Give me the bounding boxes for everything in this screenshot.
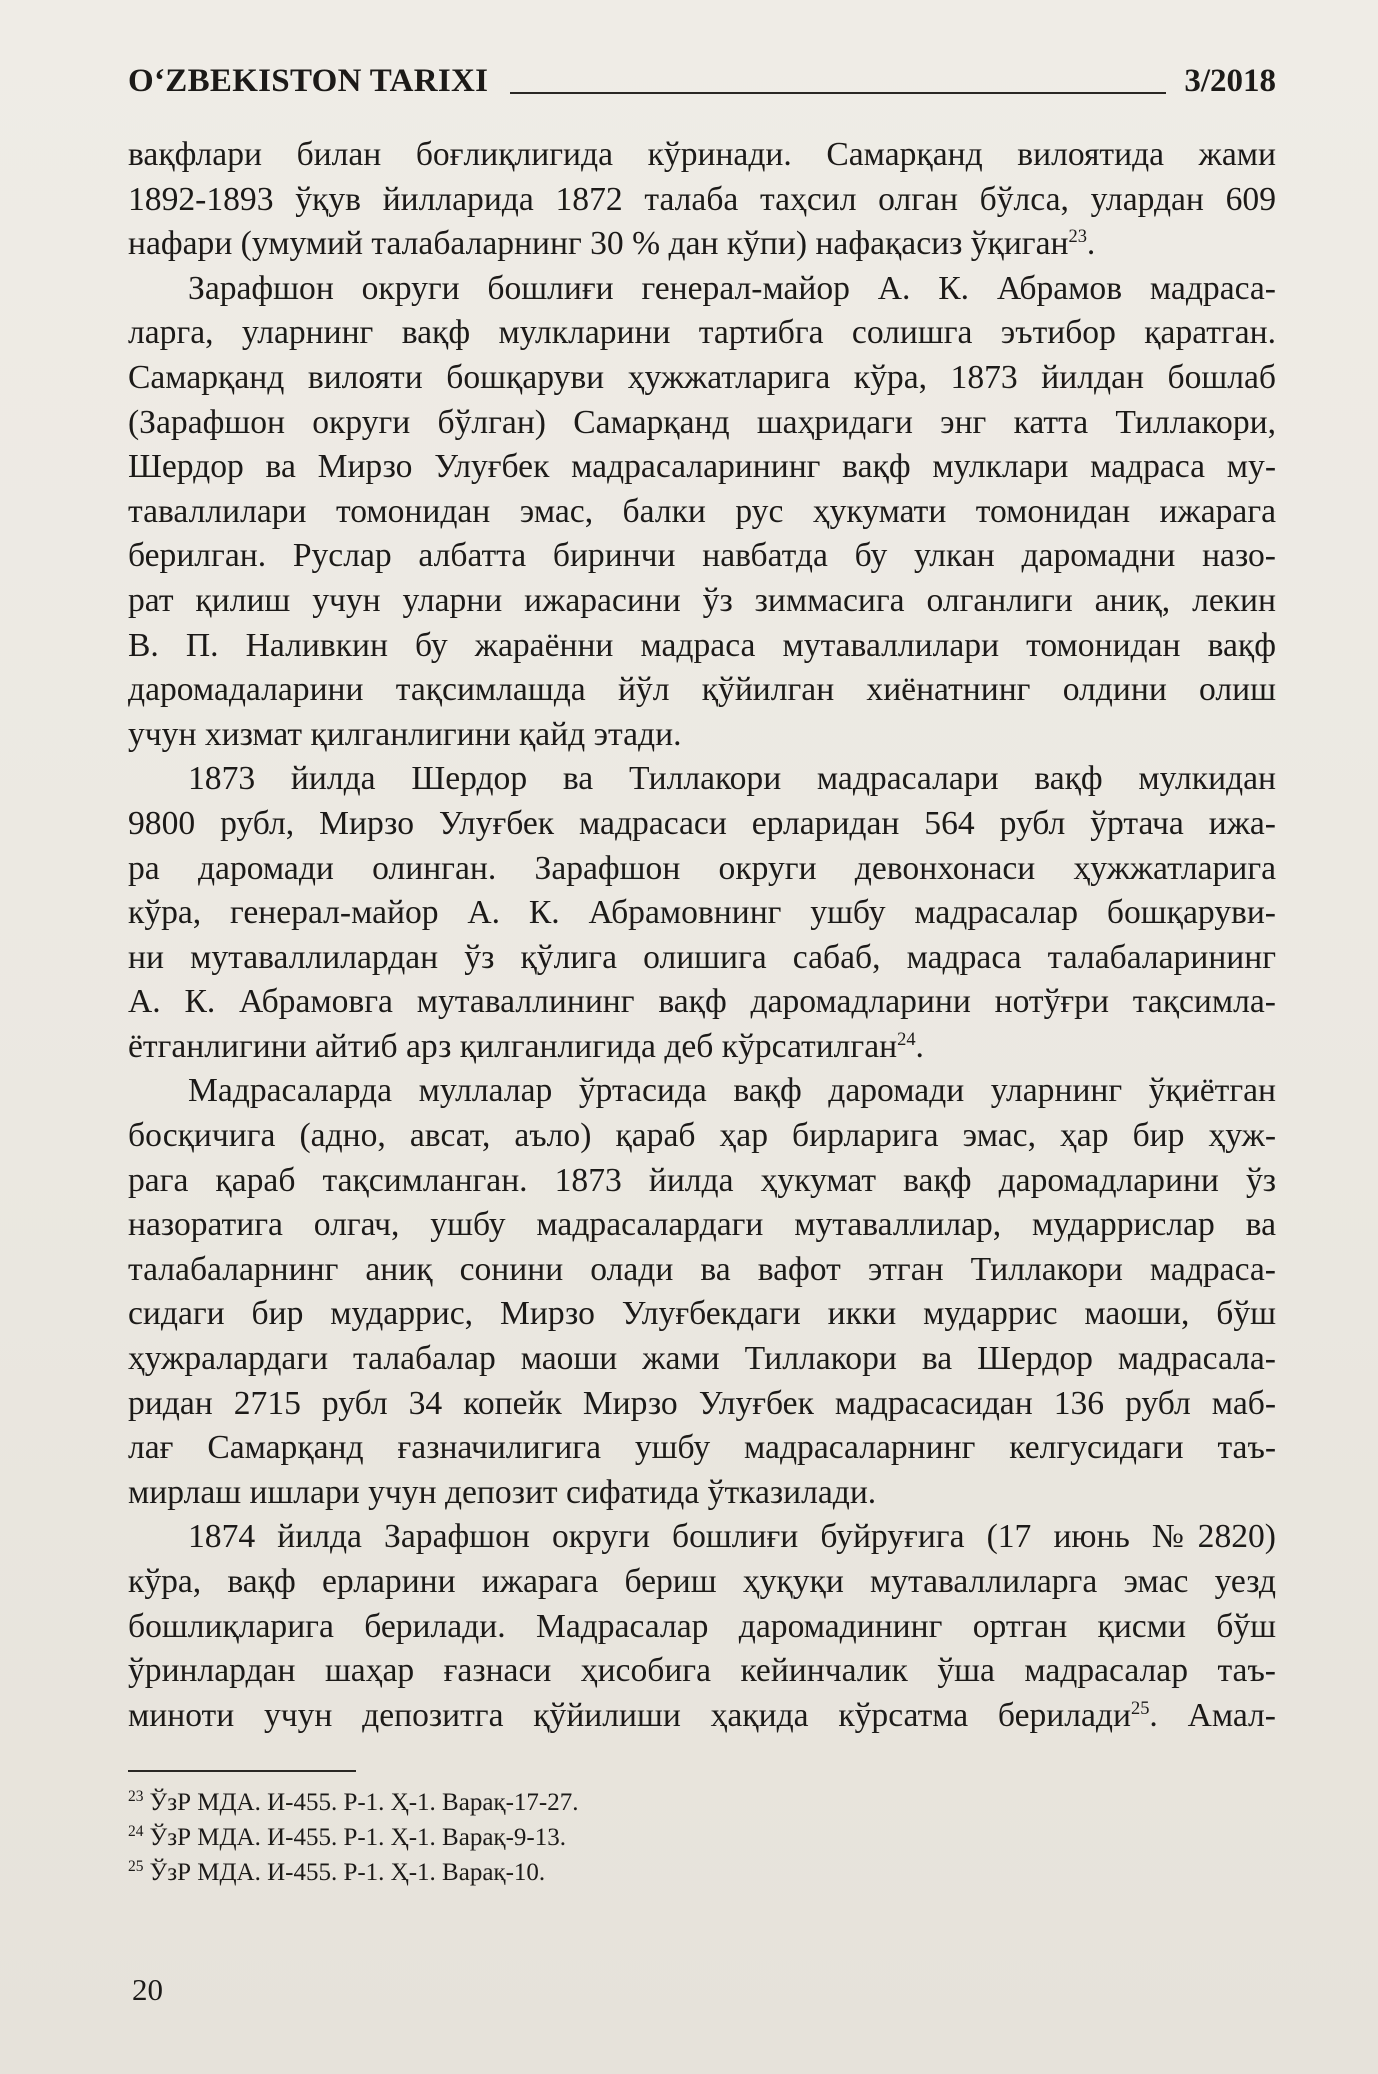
paragraph-line: Самарқанд вилояти бошқаруви ҳужжатларига кўра, 1873 йилдан бошлаб xyxy=(128,358,1276,396)
footnote-number: 24 xyxy=(128,1822,144,1840)
line-text: нафари (умумий талабаларнинг 30 % дан кўпи) нафақасиз ўқиган xyxy=(128,225,1069,263)
footnote-number: 25 xyxy=(128,1857,144,1875)
paragraph-line: 9800 рубл, Мирзо Улуғбек мадрасаси ерларидан 564 рубл ўртача ижа- xyxy=(128,804,1276,842)
footnote xyxy=(128,1785,1276,1820)
footnote-text: ЎзР МДА. И-455. Р-1. Ҳ-1. Варақ-10. xyxy=(149,1859,546,1886)
paragraph-line: мирлаш ишлари учун депозит сифатида ўтказилади. xyxy=(128,1473,877,1511)
paragraph-line: 1873 йилда Шердор ва Тиллакори мадрасалари вақф мулкидан xyxy=(188,760,1276,798)
paragraph-line: (Зарафшон округи бўлган) Самарқанд шаҳридаги энг катта Тиллакори, xyxy=(128,403,1276,441)
paragraph-line: ра даромади олинган. Зарафшон округи девонхонаси ҳужжатларига xyxy=(128,849,1276,887)
paragraph-line: учун хизмат қилганлигини қайд этади. xyxy=(128,715,682,753)
paragraph-line: кўра, вақф ерларини ижарага бериш ҳуқуқи мутаваллиларга эмас уезд xyxy=(128,1563,1276,1600)
paragraph-line: назоратига олгач, ушбу мадрасалардаги мутаваллилар, мударрислар ва xyxy=(128,1206,1276,1244)
footnote-ref[interactable]: 23 xyxy=(1068,226,1087,246)
paragraph-line: Мадрасаларда муллалар ўртасида вақф даромади уларнинг ўқиётган xyxy=(188,1072,1276,1110)
paragraph-line: А. К. Абрамовга мутаваллининг вақф даромадларини нотўғри тақсимла- xyxy=(128,983,1276,1021)
footnotes xyxy=(128,1785,1276,1890)
paragraph-line: талабаларнинг аниқ сонини олади ва вафот этган Тиллакори мадраса- xyxy=(128,1250,1276,1288)
paragraph-line: таваллилари томонидан эмас, балки рус ҳукумати томонидан ижарага xyxy=(128,492,1276,530)
paragraph-line: рат қилиш учун уларни ижарасини ўз зиммасига олганлиги аниқ, лекин xyxy=(128,581,1276,619)
footnote-ref[interactable]: 25 xyxy=(1130,1697,1150,1718)
footnote-text: ЎзР МДА. И-455. Р-1. Ҳ-1. Варақ-17-27. xyxy=(149,1789,579,1816)
paragraph-line: ни мутаваллилардан ўз қўлига олишига сабаб, мадраса талабаларининг xyxy=(128,938,1276,976)
page-number: 20 xyxy=(132,1972,163,2007)
article-body xyxy=(128,133,1276,1738)
line-tail: . xyxy=(1086,225,1096,263)
paragraph-line: берилган. Руслар албатта биринчи навбатда бу улкан даромадни назо- xyxy=(128,537,1276,575)
line-text: миноти учун депозитга қўйилиши ҳақида кўрсатма берилади xyxy=(128,1696,1131,1734)
paragraph-line: лағ Самарқанд ғазначилигига ушбу мадрасаларнинг келгусидаги таъ- xyxy=(128,1429,1276,1467)
paragraph-line: рага қараб тақсимланган. 1873 йилда ҳукумат вақф даромадларини ўз xyxy=(128,1161,1276,1199)
journal-title: O‘ZBEKISTON TARIXI xyxy=(128,63,489,99)
line-tail: . Амал- xyxy=(1149,1696,1276,1734)
footnote xyxy=(128,1855,1276,1890)
paragraph-line: вақфлари билан боғлиқлигида кўринади. Самарқанд вилоятида жами xyxy=(128,136,1276,173)
footnote xyxy=(128,1820,1276,1855)
footnote-text: ЎзР МДА. И-455. Р-1. Ҳ-1. Варақ-9-13. xyxy=(149,1824,566,1851)
paragraph-line: бошлиқларига берилади. Мадрасалар даромадининг ортган қисми бўш xyxy=(128,1607,1276,1645)
running-header xyxy=(128,48,1276,98)
line-tail: . xyxy=(915,1027,924,1065)
paragraph-line: ҳужралардаги талабалар маоши жами Тиллакори ва Шердор мадрасала- xyxy=(128,1340,1276,1378)
line-text: ётганлигини айтиб арз қилганлигида деб кўрсатилган xyxy=(128,1027,898,1065)
footnote-number: 23 xyxy=(128,1787,144,1805)
footnote-ref[interactable]: 24 xyxy=(897,1028,916,1049)
paragraph-line: 1892-1893 ўқув йилларида 1872 талаба таҳсил олган бўлса, улардан 609 xyxy=(128,180,1276,218)
paragraph-line: ўринлардан шаҳар ғазнаси ҳисобига кейинчалик ўша мадрасалар таъ- xyxy=(128,1652,1276,1690)
paragraph-line: ларга, уларнинг вақф мулкларини тартибга солишга эътибор қаратган. xyxy=(128,314,1276,352)
paragraph-line: кўра, генерал-майор А. К. Абрамовнинг ушбу мадрасалар бошқаруви- xyxy=(128,894,1276,932)
paragraph-line xyxy=(128,1025,1276,1070)
paragraph-line xyxy=(128,222,1276,267)
paragraph-line: сидаги бир мударрис, Мирзо Улуғбекдаги икки мударрис маоши, бўш xyxy=(128,1295,1276,1333)
paragraph-line: даромадаларини тақсимлашда йўл қўйилган хиёнатнинг олдини олиш xyxy=(128,671,1276,709)
footnote-separator xyxy=(128,1770,356,1772)
paragraph-line: 1874 йилда Зарафшон округи бошлиғи буйруғига (17 июнь №2820) xyxy=(188,1518,1276,1556)
paragraph-line: босқичига (адно, авсат, аъло) қараб ҳар бирларига эмас, ҳар бир ҳуж- xyxy=(128,1117,1276,1155)
paragraph-line: Шердор ва Мирзо Улуғбек мадрасаларининг вақф мулклари мадраса му- xyxy=(128,448,1276,486)
paragraph-line: В. П. Наливкин бу жараённи мадраса мутаваллилари томонидан вақф xyxy=(128,626,1276,664)
issue-number: 3/2018 xyxy=(1184,63,1276,99)
header-rule xyxy=(510,92,1166,94)
paragraph-line: Зарафшон округи бошлиғи генерал-майор А. К. Абрамов мадраса- xyxy=(188,269,1276,307)
paragraph-line xyxy=(128,1694,1276,1739)
paragraph-line: ридан 2715 рубл 34 копейк Мирзо Улуғбек мадрасасидан 136 рубл маб- xyxy=(128,1384,1276,1422)
